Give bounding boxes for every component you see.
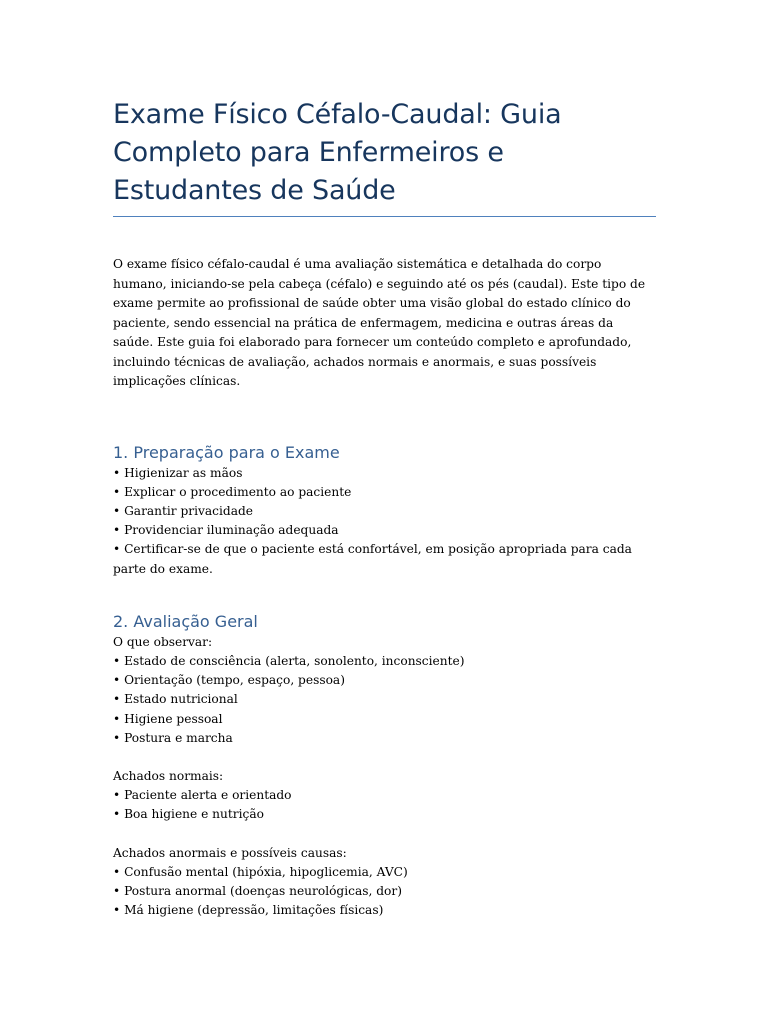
list-item: • Certificar-se de que o paciente está confortável, em posição apropriada para cada parte do exame. bbox=[113, 542, 632, 576]
list-item: • Providenciar iluminação adequada bbox=[113, 523, 339, 538]
list-item: • Orientação (tempo, espaço, pessoa) bbox=[113, 673, 345, 688]
abnormal-findings-label: Achados anormais e possíveis causas: bbox=[113, 845, 347, 860]
spacer bbox=[113, 825, 656, 844]
abnormal-findings-group bbox=[113, 844, 656, 921]
list-item: • Boa higiene e nutrição bbox=[113, 807, 264, 822]
list-item: • Explicar o procedimento ao paciente bbox=[113, 484, 352, 499]
section-heading-preparation: 1. Preparação para o Exame bbox=[113, 442, 340, 462]
spacer bbox=[113, 748, 656, 767]
intro-paragraph: O exame físico céfalo-caudal é uma avaliação sistemática e detalhada do corpo humano, iniciando-se pela cabeça (céfalo) e seguindo até os pés (caudal). Este tipo de exame permite ao profissional de saúde obter uma visão global do estado clínico do paciente, sendo essencial na prática de enfermagem, medicina e outras áreas da saúde. Este guia foi elaborado para fornecer um conteúdo completo e aprofundado, incluindo técnicas de avaliação, achados normais e anormais, e suas possíveis implicações clínicas. bbox=[113, 257, 646, 388]
list-item: • Higienizar as mãos bbox=[113, 465, 243, 480]
list-item: • Confusão mental (hipóxia, hipoglicemia, AVC) bbox=[113, 864, 408, 879]
document-title: Exame Físico Céfalo-Caudal: Guia Completo para Enfermeiros e Estudantes de Saúde bbox=[113, 96, 656, 217]
list-item: • Estado nutricional bbox=[113, 692, 238, 707]
observe-group bbox=[113, 633, 656, 748]
list-item: • Postura e marcha bbox=[113, 730, 233, 745]
preparation-list bbox=[113, 464, 656, 579]
list-item: • Postura anormal (doenças neurológicas, dor) bbox=[113, 883, 402, 898]
list-item: • Má higiene (depressão, limitações físicas) bbox=[113, 903, 384, 918]
list-item: • Higiene pessoal bbox=[113, 711, 223, 726]
document-page bbox=[113, 96, 656, 920]
normal-findings-label: Achados normais: bbox=[113, 768, 224, 783]
list-item: • Paciente alerta e orientado bbox=[113, 788, 292, 803]
list-item: • Garantir privacidade bbox=[113, 503, 253, 518]
observe-label: O que observar: bbox=[113, 634, 213, 649]
normal-findings-group bbox=[113, 767, 656, 825]
list-item: • Estado de consciência (alerta, sonolento, inconsciente) bbox=[113, 653, 465, 668]
section-heading-general-assessment: 2. Avaliação Geral bbox=[113, 611, 258, 631]
